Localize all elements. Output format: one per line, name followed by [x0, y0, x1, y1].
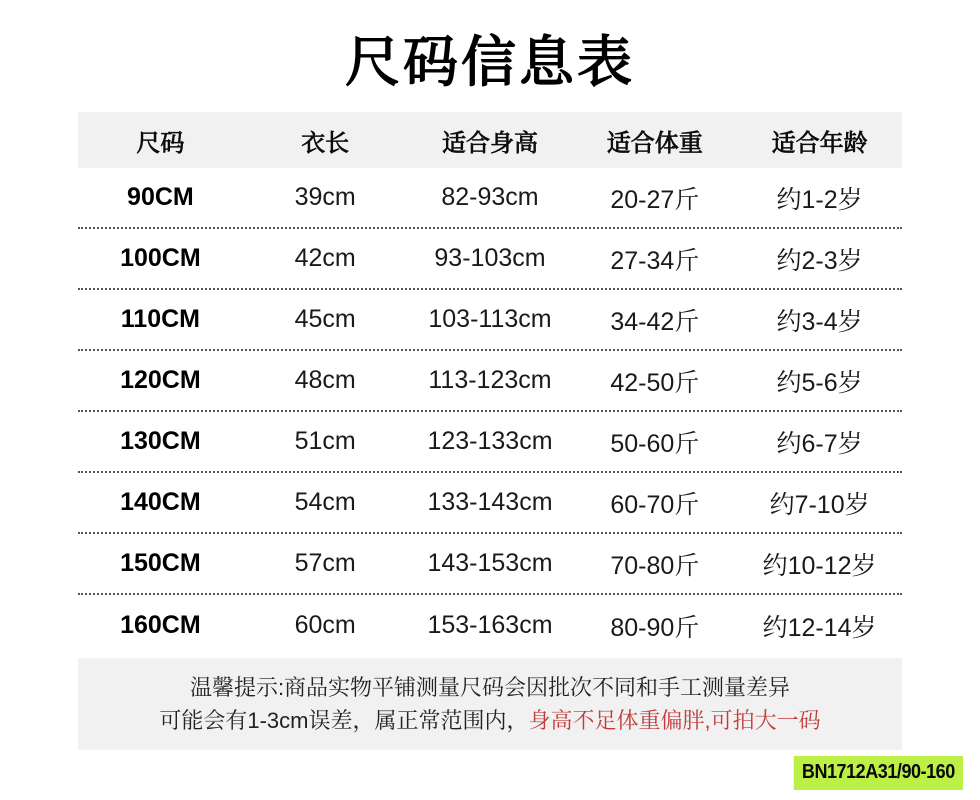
cell-size: 100CM — [120, 244, 201, 272]
cell-length: 39cm — [294, 183, 356, 211]
cell-height: 133-143cm — [427, 488, 553, 516]
table-row — [78, 290, 902, 351]
cell-size: 150CM — [120, 549, 201, 577]
product-code-tag: BN1712A31/90-160 — [794, 756, 963, 790]
table-row — [78, 595, 902, 656]
cell-weight: 42-50斤 — [610, 368, 700, 397]
cell-weight: 20-27斤 — [610, 185, 700, 214]
notes-panel — [78, 658, 902, 750]
header-length: 衣长 — [301, 129, 350, 157]
cell-weight: 50-60斤 — [610, 429, 700, 458]
page-title: 尺码信息表 — [344, 31, 635, 93]
note-line-2-text: 可能会有1-3cm误差，属正常范围内， — [159, 708, 529, 733]
cell-weight: 70-80斤 — [610, 551, 700, 580]
cell-age: 约12-14岁 — [762, 613, 877, 642]
cell-age: 约1-2岁 — [776, 185, 863, 214]
note-line-2 — [159, 704, 820, 737]
table-row — [78, 534, 902, 595]
cell-height: 113-123cm — [428, 366, 552, 394]
cell-length: 60cm — [294, 611, 356, 639]
cell-size: 90CM — [127, 183, 194, 211]
header-height: 适合身高 — [441, 129, 538, 157]
note-line-1: 温馨提示:商品实物平铺测量尺码会因批次不同和手工测量差异 — [189, 675, 791, 700]
cell-length: 48cm — [294, 366, 356, 394]
table-row — [78, 168, 902, 229]
cell-weight: 60-70斤 — [610, 490, 700, 519]
size-table — [78, 112, 902, 656]
cell-height: 103-113cm — [428, 305, 552, 333]
cell-age: 约6-7岁 — [776, 429, 863, 458]
cell-height: 93-103cm — [434, 244, 546, 272]
cell-size: 120CM — [120, 366, 201, 394]
cell-age: 约7-10岁 — [769, 490, 870, 519]
cell-length: 54cm — [294, 488, 356, 516]
table-body — [78, 168, 902, 656]
cell-length: 51cm — [294, 427, 356, 455]
cell-length: 42cm — [294, 244, 356, 272]
note-line-2-warning: 身高不足体重偏胖,可拍大一码 — [528, 708, 821, 733]
cell-age: 约5-6岁 — [776, 368, 863, 397]
cell-weight: 34-42斤 — [610, 307, 700, 336]
cell-age: 约3-4岁 — [776, 307, 863, 336]
header-weight: 适合体重 — [606, 129, 703, 157]
cell-size: 160CM — [120, 611, 201, 639]
header-age: 适合年龄 — [771, 129, 868, 157]
cell-length: 45cm — [294, 305, 356, 333]
cell-height: 143-153cm — [427, 549, 553, 577]
cell-height: 123-133cm — [427, 427, 553, 455]
table-row — [78, 351, 902, 412]
cell-age: 约10-12岁 — [762, 551, 877, 580]
cell-weight: 27-34斤 — [610, 246, 700, 275]
cell-size: 110CM — [120, 305, 200, 333]
table-header-row — [78, 112, 902, 168]
table-row — [78, 412, 902, 473]
cell-length: 57cm — [294, 549, 356, 577]
cell-height: 82-93cm — [441, 183, 539, 211]
header-size: 尺码 — [136, 129, 185, 157]
table-row — [78, 473, 902, 534]
cell-weight: 80-90斤 — [610, 613, 700, 642]
cell-size: 140CM — [120, 488, 201, 516]
cell-height: 153-163cm — [427, 611, 553, 639]
table-row — [78, 229, 902, 290]
cell-age: 约2-3岁 — [776, 246, 863, 275]
cell-size: 130CM — [120, 427, 201, 455]
